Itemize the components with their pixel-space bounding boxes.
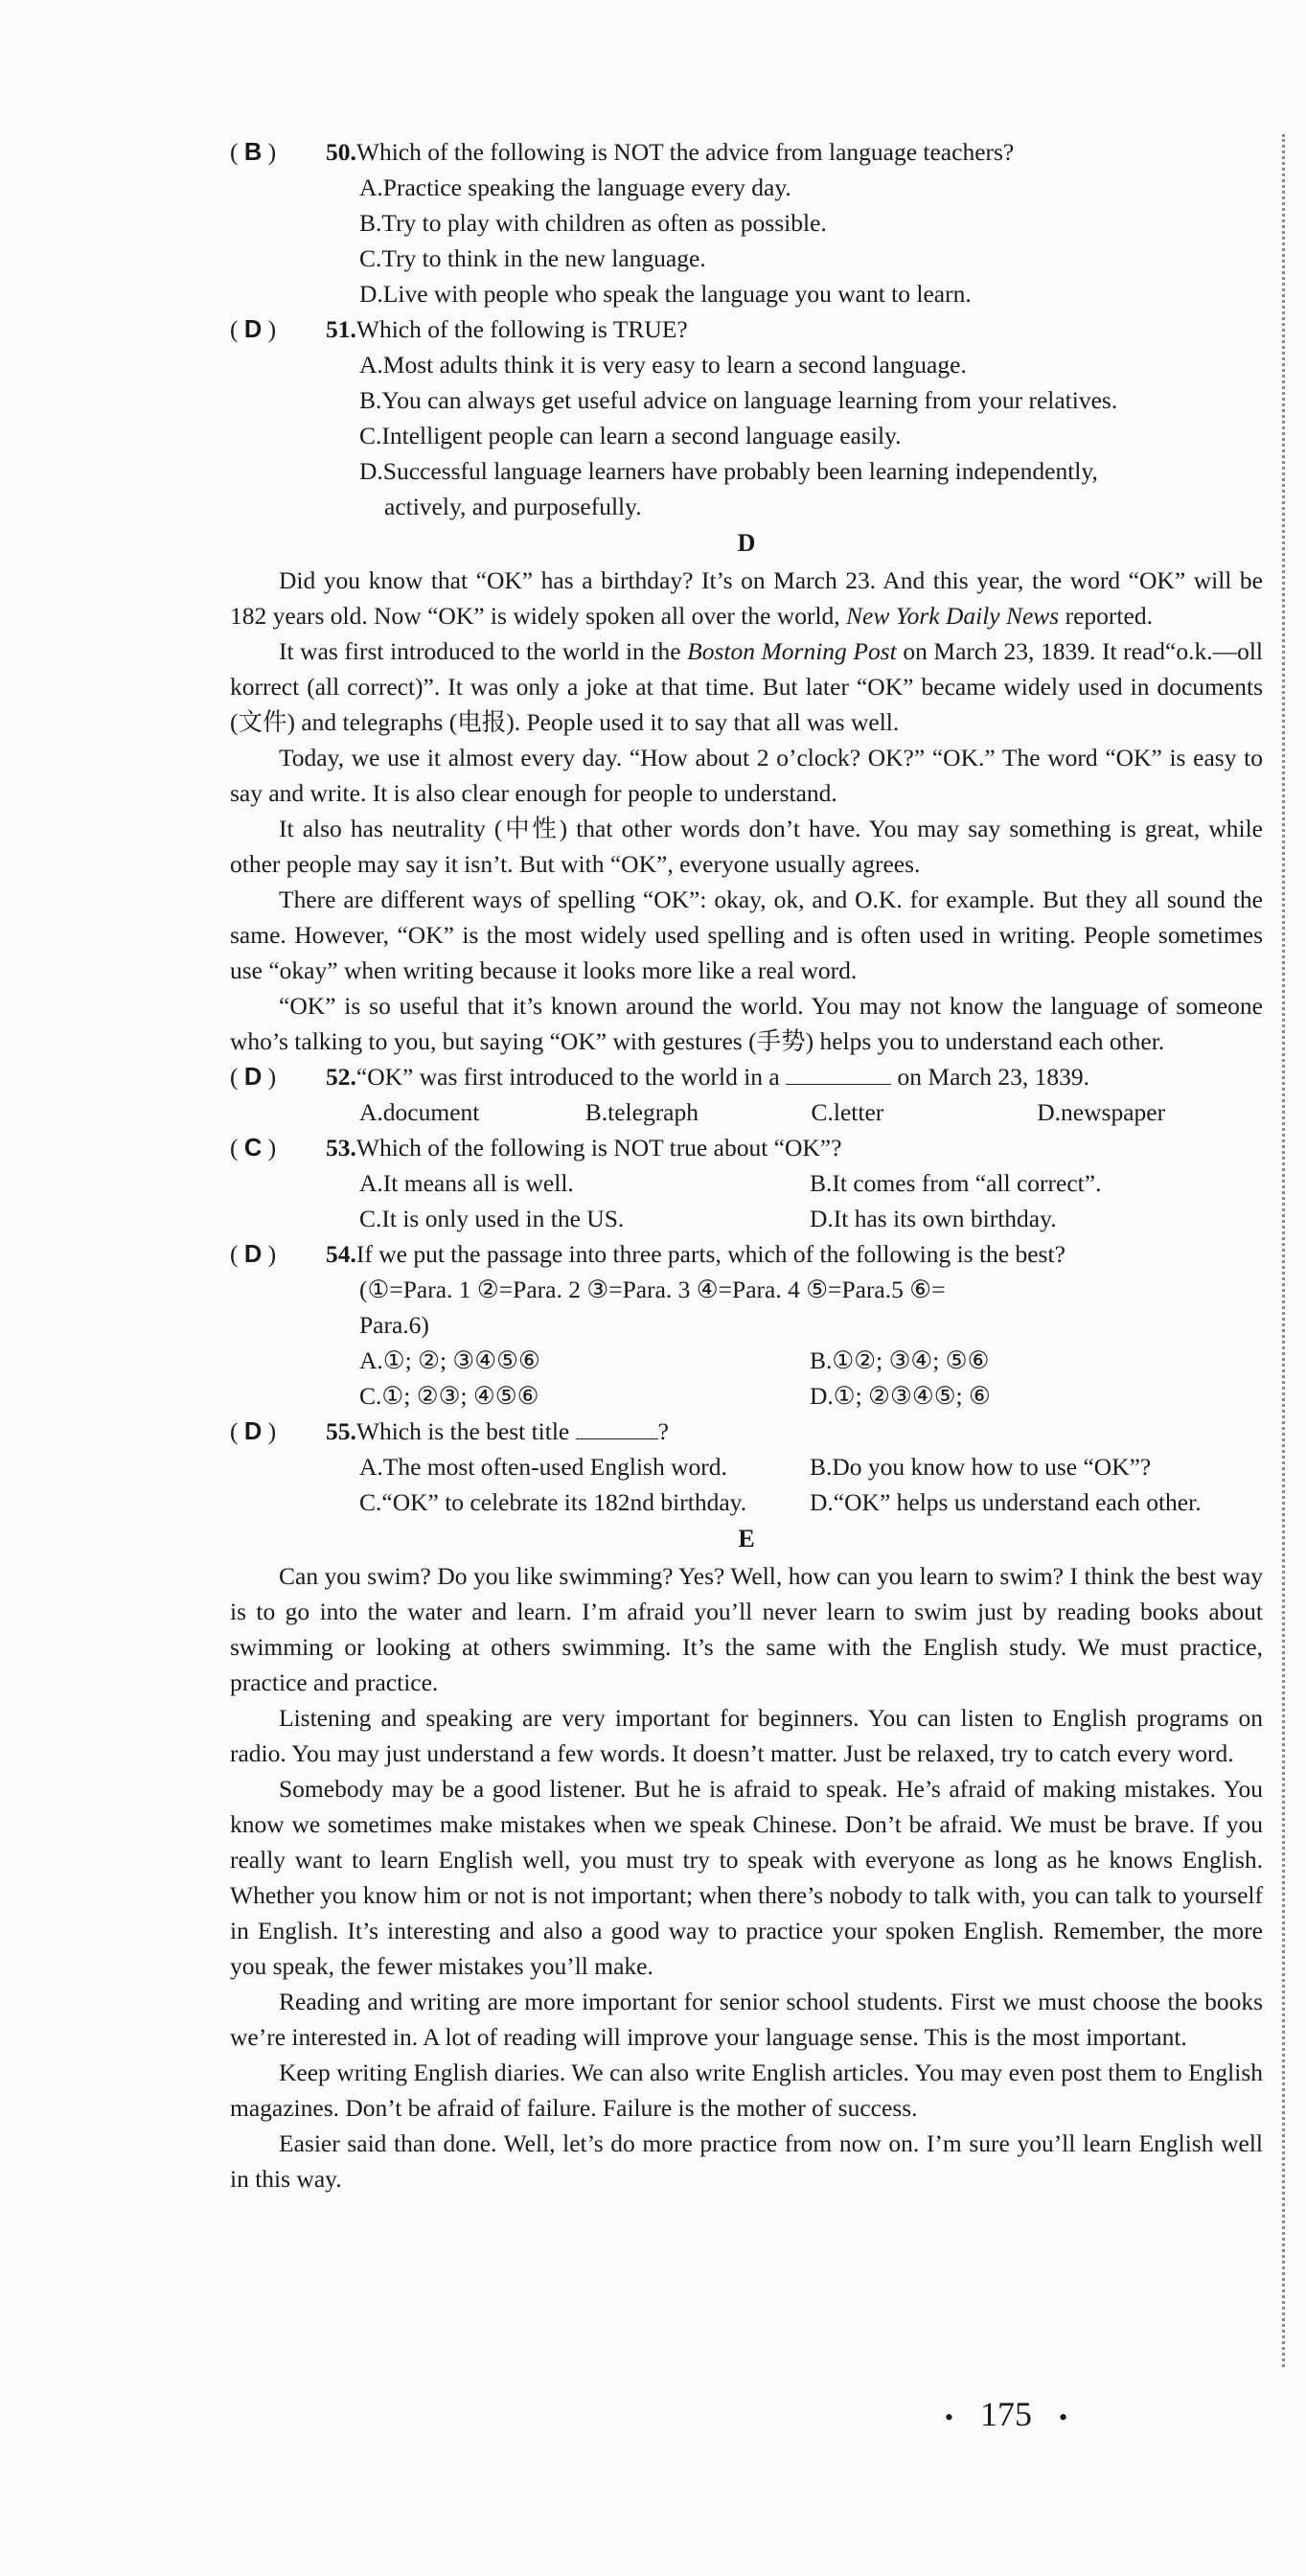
page-number: • 175 • <box>944 2395 1068 2433</box>
question-53: ( C ) 53.Which of the following is NOT true about “OK”? <box>230 1134 842 1162</box>
answer-51: D <box>243 316 263 343</box>
option: C.Try to think in the new language. <box>359 244 706 272</box>
option: A.document <box>359 1098 480 1126</box>
answer-blank <box>786 1061 891 1085</box>
answer-50: B <box>243 139 263 166</box>
paragraph: Can you swim? Do you like swimming? Yes? Well, how can you learn to swim? I think the best way is to go into the water and learn. I’m afraid you’ll never learn to swim just by reading books about swimming or looking at others swimming. It’s the same with the English study. We must practice, practice and practice. <box>230 1562 1263 1696</box>
question-55: ( D ) 55.Which is the best title ? <box>230 1417 669 1445</box>
options-row <box>230 1201 1263 1236</box>
question-number: 50. <box>326 138 356 166</box>
question-51: ( D ) 51.Which of the following is TRUE? <box>230 315 688 343</box>
question-note: Para.6) <box>359 1311 429 1339</box>
margin-dotted-rule <box>1282 134 1285 2367</box>
question-52: ( D ) 52.“OK” was first introduced to the world in a on March 23, 1839. <box>230 1063 1089 1091</box>
page-content <box>230 134 1263 2196</box>
option: D.It has its own birthday. <box>810 1205 1057 1232</box>
option: A.①; ②; ③④⑤⑥ <box>359 1346 540 1374</box>
options-row <box>230 1378 1263 1414</box>
paragraph: Today, we use it almost every day. “How about 2 o’clock? OK?” “OK.” The word “OK” is easy to say and write. It is also clear enough for people to understand. <box>230 744 1263 807</box>
paragraph: Easier said than done. Well, let’s do more practice from now on. I’m sure you’ll learn English well in this way. <box>230 2129 1263 2193</box>
option: B.You can always get useful advice on language learning from your relatives. <box>359 386 1118 414</box>
option: C.It is only used in the US. <box>359 1205 625 1232</box>
answer-53: C <box>243 1135 263 1162</box>
question-number: 53. <box>326 1134 356 1162</box>
section-heading-e: E <box>738 1525 755 1552</box>
option: B.It comes from “all correct”. <box>810 1169 1102 1197</box>
options-row <box>230 1449 1263 1484</box>
option: A.Practice speaking the language every day. <box>359 173 791 201</box>
paragraph: Reading and writing are more important for senior school students. First we must choose the books we’re interested in. A lot of reading will improve your language sense. This is the most important. <box>230 1988 1263 2051</box>
option: D.Successful language learners have probably been learning independently, actively, and purposefully. <box>359 457 1098 520</box>
paragraph: Did you know that “OK” has a birthday? It’s on March 23. And this year, the word “OK” will be 182 years old. Now “OK” is widely spoken all over the world, New York Daily News reported. <box>230 566 1263 630</box>
options-row <box>230 1343 1263 1378</box>
options-row <box>230 1094 1263 1130</box>
option: A.The most often-used English word. <box>359 1453 727 1481</box>
answer-54: D <box>243 1241 263 1268</box>
option: D.Live with people who speak the language you want to learn. <box>359 280 972 308</box>
option: A.Most adults think it is very easy to learn a second language. <box>359 351 967 379</box>
question-note: (①=Para. 1 ②=Para. 2 ③=Para. 3 ④=Para. 4 ⑤=Para.5 ⑥= <box>359 1276 946 1303</box>
question-stem: Which of the following is TRUE? <box>355 315 688 343</box>
question-stem: Which of the following is NOT the advice from language teachers? <box>355 138 1015 166</box>
answer-55: D <box>243 1418 263 1445</box>
paragraph: Listening and speaking are very important for beginners. You can listen to English programs on radio. You may just understand a few words. It doesn’t matter. Just be relaxed, try to catch every word. <box>230 1704 1263 1767</box>
question-stem: If we put the passage into three parts, which of the following is the best? <box>355 1240 1065 1268</box>
paragraph: “OK” is so useful that it’s known around the world. You may not know the language of someone who’s talking to you, but saying “OK” with gestures (手势) helps you to understand each other. <box>230 992 1263 1055</box>
option: C.letter <box>811 1098 884 1126</box>
answer-52: D <box>243 1064 263 1091</box>
paragraph: There are different ways of spelling “OK”: okay, ok, and O.K. for example. But they all sound the same. However, “OK” is the most widely used spelling and is often used in writing. People sometimes use “okay” when writing because it looks more like a real word. <box>230 886 1263 984</box>
question-number: 54. <box>326 1240 356 1268</box>
option: C.“OK” to celebrate its 182nd birthday. <box>359 1488 747 1516</box>
question-number: 51. <box>326 315 356 343</box>
option: B.①②; ③④; ⑤⑥ <box>810 1346 990 1374</box>
option: B.Do you know how to use “OK”? <box>810 1453 1152 1481</box>
question-stem: Which of the following is NOT true about “OK”? <box>355 1134 842 1162</box>
option: B.Try to play with children as often as possible. <box>359 209 827 237</box>
option: D.newspaper <box>1037 1098 1166 1126</box>
options-row <box>230 1484 1263 1520</box>
option: D.①; ②③④⑤; ⑥ <box>810 1382 991 1410</box>
option: B.telegraph <box>584 1098 699 1126</box>
question-54: ( D ) 54.If we put the passage into three parts, which of the following is the best? <box>230 1240 1065 1268</box>
paragraph: It was first introduced to the world in the Boston Morning Post on March 23, 1839. It read“o.k.—oll korrect (all correct)”. It was only a joke at that time. But later “OK” became widely used in documents (文件) and telegraphs (电报). People used it to say that all was well. <box>230 637 1264 736</box>
question-number: 52. <box>326 1063 356 1091</box>
answer-blank <box>576 1415 658 1439</box>
section-heading-d: D <box>737 529 756 557</box>
option: D.“OK” helps us understand each other. <box>810 1488 1202 1516</box>
option: A.It means all is well. <box>359 1169 574 1197</box>
question-number: 55. <box>326 1417 356 1445</box>
paragraph: Somebody may be a good listener. But he is afraid to speak. He’s afraid of making mistakes. You know we sometimes make mistakes when we speak Chinese. Don’t be afraid. We must be brave. If you really want to learn English well, you must try to speak with everyone as long as he knows English. Whether you know him or not is not important; when there’s nobody to talk with, you can talk to yourself in English. It’s interesting and also a good way to practice your spoken English. Remember, the more you speak, the fewer mistakes you’ll make. <box>230 1775 1263 1980</box>
question-50: ( B ) 50.Which of the following is NOT the advice from language teachers? <box>230 138 1015 166</box>
option: C.①; ②③; ④⑤⑥ <box>359 1382 539 1410</box>
paragraph: Keep writing English diaries. We can also write English articles. You may even post them to English magazines. Don’t be afraid of failure. Failure is the mother of success. <box>230 2058 1263 2122</box>
options-row <box>230 1165 1263 1201</box>
paragraph: It also has neutrality (中性) that other words don’t have. You may say something is great, while other people may say it isn’t. But with “OK”, everyone usually agrees. <box>230 815 1263 878</box>
option: C.Intelligent people can learn a second language easily. <box>359 422 902 449</box>
